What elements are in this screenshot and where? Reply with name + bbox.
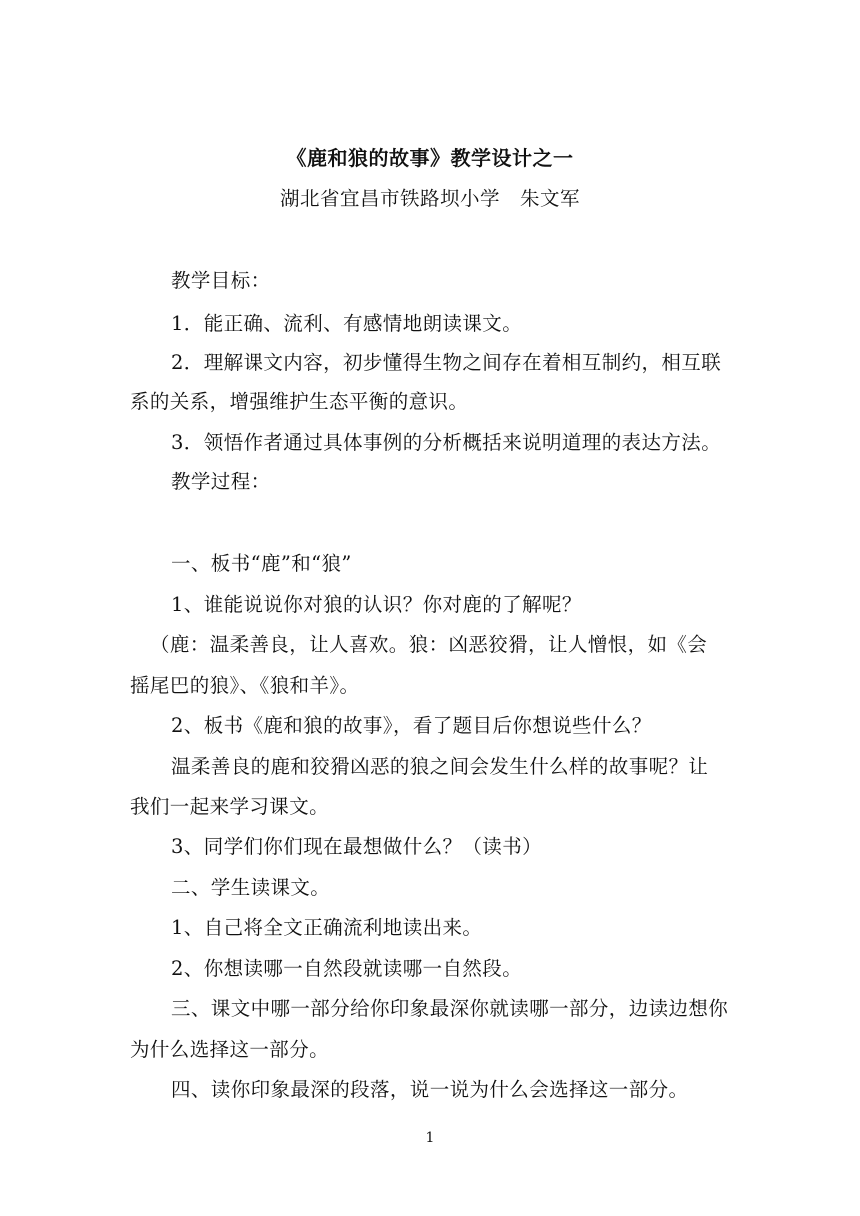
step-1-question-1: 1、谁能说说你对狼的认识？你对鹿的了解呢？	[171, 593, 582, 616]
transition-line-2: 我们一起来学习课文。	[130, 795, 330, 818]
step-2-item-2: 2、你想读哪一自然段就读哪一自然段。	[171, 957, 523, 980]
section-heading-objectives: 教学目标：	[171, 269, 271, 292]
step-4: 四、读你印象最深的段落，说一说为什么会选择这一部分。	[171, 1078, 689, 1101]
objective-2-line-2: 系的关系，增强维护生态平衡的意识。	[130, 390, 469, 413]
step-3-line-2: 为什么选择这一部分。	[130, 1038, 330, 1061]
step-1-question-3: 3、同学们你们现在最想做什么？（读书）	[171, 835, 543, 858]
step-2-heading: 二、学生读课文。	[171, 876, 331, 899]
step-2-item-1: 1、自己将全文正确流利地读出来。	[171, 916, 483, 939]
section-heading-process: 教学过程：	[171, 470, 271, 493]
step-1-question-2: 2、板书《鹿和狼的故事》，看了题目后你想说些什么？	[171, 714, 652, 737]
step-3-line-1: 三、课文中哪一部分给你印象最深你就读哪一部分，边读边想你	[171, 997, 729, 1020]
step-1-heading: 一、板书“鹿”和“狼”	[171, 552, 352, 575]
author-line: 湖北省宜昌市铁路坝小学 朱文军	[279, 187, 580, 210]
step-1-note-line-1: （鹿：温柔善良，让人喜欢。狼：凶恶狡猾，让人憎恨，如《会	[150, 633, 708, 656]
document-title: 《鹿和狼的故事》教学设计之一	[286, 146, 574, 170]
objective-3: 3．领悟作者通过具体事例的分析概括来说明道理的表达方法。	[171, 431, 722, 454]
step-1-note-line-2: 摇尾巴的狼》、《狼和羊》。	[130, 674, 360, 697]
objective-1: 1．能正确、流利、有感情地朗读课文。	[171, 312, 523, 335]
objective-2-line-1: 2．理解课文内容，初步懂得生物之间存在着相互制约，相互联	[171, 351, 722, 374]
transition-line-1: 温柔善良的鹿和狡猾凶恶的狼之间会发生什么样的故事呢？让	[171, 755, 709, 778]
page-number: 1	[425, 1130, 435, 1146]
